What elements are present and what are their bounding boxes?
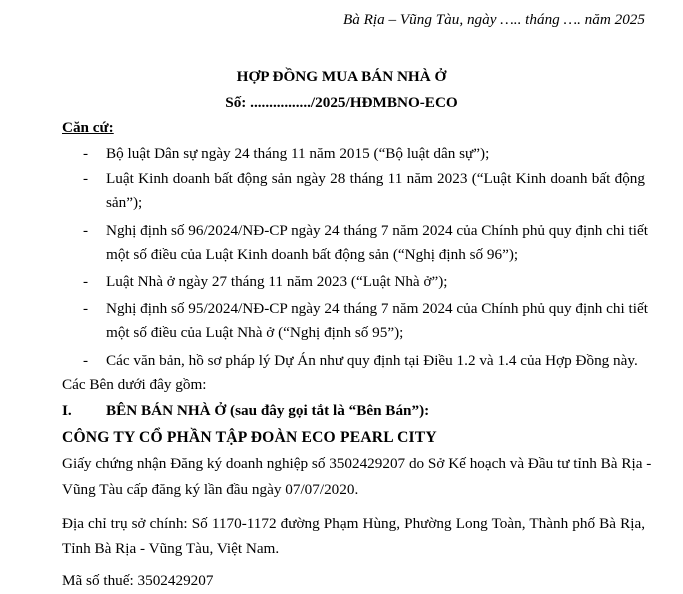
basis-item-2-line-1: Luật Kinh doanh bất động sản ngày 28 tháng 11 năm 2023 (“Luật Kinh doanh bất động (106, 170, 645, 187)
basis-item-2-line-2: sản”); (106, 194, 143, 211)
company-name: CÔNG TY CỔ PHẦN TẬP ĐOÀN ECO PEARL CITY (62, 429, 437, 446)
basis-item-6: Các văn bản, hồ sơ pháp lý Dự Án như quy định tại Điều 1.2 và 1.4 của Hợp Đồng này. (106, 352, 638, 369)
parties-intro: Các Bên dưới đây gồm: (62, 376, 207, 393)
basis-item-5-line-1: Nghị định số 95/2024/NĐ-CP ngày 24 tháng 7 năm 2024 của Chính phủ quy định chi tiết (106, 300, 648, 317)
bullet-dash: - (83, 352, 89, 369)
bullet-dash: - (83, 222, 89, 239)
address-line-1: Địa chỉ trụ sở chính: Số 1170-1172 đường Phạm Hùng, Phường Long Toàn, Thành phố Bà Rịa, (62, 515, 645, 532)
bullet-dash: - (83, 300, 89, 317)
basis-item-4: Luật Nhà ở ngày 27 tháng 11 năm 2023 (“Luật Nhà ở”); (106, 273, 448, 290)
registration-line-2: Vũng Tàu cấp đăng ký lần đầu ngày 07/07/2020. (62, 481, 359, 498)
address-line-2: Tỉnh Bà Rịa - Vũng Tàu, Việt Nam. (62, 540, 280, 557)
contract-title: HỢP ĐỒNG MUA BÁN NHÀ Ở (236, 68, 447, 85)
basis-item-1: Bộ luật Dân sự ngày 24 tháng 11 năm 2015 (“Bộ luật dân sự”); (106, 145, 490, 162)
section-heading: BÊN BÁN NHÀ Ở (sau đây gọi tắt là “Bên Bán”): (106, 402, 430, 419)
registration-line-1: Giấy chứng nhận Đăng ký doanh nghiệp số 3502429207 do Sở Kế hoạch và Đầu tư tỉnh Bà Rịa - (62, 455, 652, 472)
tax-code: Mã số thuế: 3502429207 (62, 572, 214, 589)
contract-number: Số: ................/2025/HĐMBNO-ECO (225, 94, 458, 111)
basis-item-5-line-2: một số điều của Luật Nhà ở (“Nghị định số 95”); (106, 324, 404, 341)
bullet-dash: - (83, 170, 89, 187)
basis-heading: Căn cứ: (62, 119, 114, 136)
date-line: Bà Rịa – Vũng Tàu, ngày ….. tháng …. năm 2025 (342, 11, 645, 28)
section-number: I. (62, 402, 72, 419)
bullet-dash: - (83, 145, 89, 162)
basis-item-3-line-1: Nghị định số 96/2024/NĐ-CP ngày 24 tháng 7 năm 2024 của Chính phủ quy định chi tiết (106, 222, 648, 239)
basis-item-3-line-2: một số điều của Luật Kinh doanh bất động sản (“Nghị định số 96”); (106, 246, 519, 263)
bullet-dash: - (83, 273, 89, 290)
